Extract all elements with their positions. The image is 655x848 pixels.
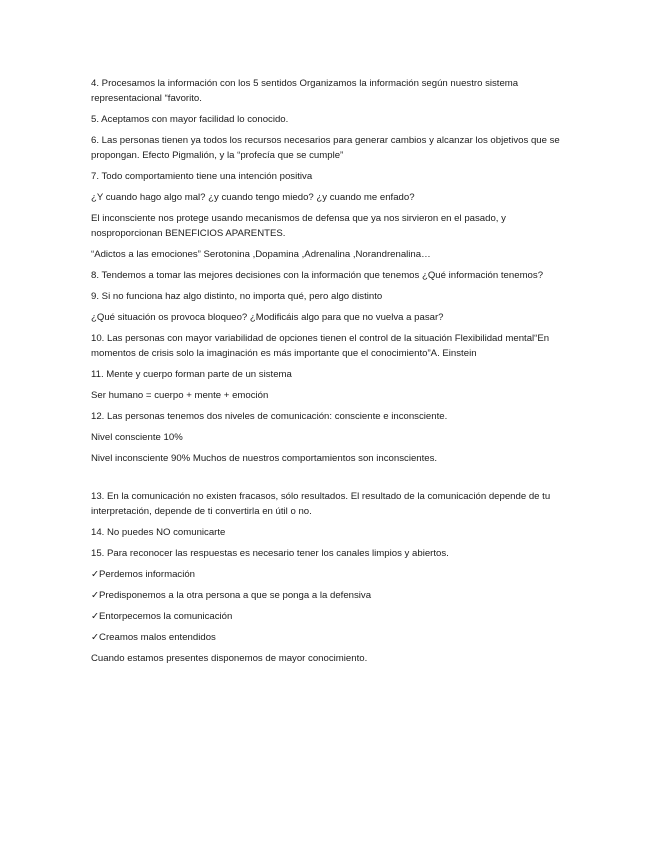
checklist-item: ✓Creamos malos entendidos — [91, 632, 216, 643]
paragraph-principle-9: 9. Si no funciona haz algo distinto, no importa qué, pero algo distinto — [91, 291, 383, 302]
paragraph-principle-13: 13. En la comunicación no existen fracasos, sólo resultados. El resultado de la comunicación depende de tu interpretación, depende de ti convertirla en útil o no. — [91, 491, 551, 517]
paragraph-inconsciente: El inconsciente nos protege usando mecanismos de defensa que ya nos sirvieron en el pasado, y nosproporcionan BENEFICIOS APARENTES. — [91, 213, 506, 239]
checklist-item: ✓Entorpecemos la comunicación — [91, 611, 233, 622]
paragraph-nivel-inconsciente: Nivel inconsciente 90% Muchos de nuestros comportamientos son inconscientes. — [91, 453, 438, 464]
paragraph-principle-5: 5. Aceptamos con mayor facilidad lo conocido. — [91, 114, 289, 125]
paragraph-bloqueo: ¿Qué situación os provoca bloqueo? ¿Modificáis algo para que no vuelva a pasar? — [91, 312, 444, 323]
paragraph-ser-humano: Ser humano = cuerpo + mente + emoción — [91, 390, 269, 401]
paragraph-principle-10: 10. Las personas con mayor variabilidad de opciones tienen el control de la situación Flexibilidad mental“En momentos de crisis solo la imaginación es más importante que el conocimiento”A. Einstein — [91, 333, 550, 359]
paragraph-principle-11: 11. Mente y cuerpo forman parte de un sistema — [91, 369, 292, 380]
paragraph-principle-7: 7. Todo comportamiento tiene una intención positiva — [91, 171, 313, 182]
paragraph-principle-6: 6. Las personas tienen ya todos los recursos necesarios para generar cambios y alcanzar los objetivos que se propongan. Efecto Pigmalión, y la “profecía que se cumple” — [91, 135, 560, 161]
paragraph-principle-12: 12. Las personas tenemos dos niveles de comunicación: consciente e inconsciente. — [91, 411, 448, 422]
paragraph-principle-8: 8. Tendemos a tomar las mejores decisiones con la información que tenemos ¿Qué información tenemos? — [91, 270, 544, 281]
paragraph-adictos: “Adictos a las emociones” Serotonina ,Dopamina ,Adrenalina ,Norandrenalina… — [91, 249, 431, 260]
paragraph-principle-14: 14. No puedes NO comunicarte — [91, 527, 226, 538]
paragraph-principle-4: 4. Procesamos la información con los 5 sentidos Organizamos la información según nuestro sistema representacional “favorito. — [91, 78, 519, 104]
paragraph-principle-15: 15. Para reconocer las respuestas es necesario tener los canales limpios y abiertos. — [91, 548, 449, 559]
paragraph-questions: ¿Y cuando hago algo mal? ¿y cuando tengo miedo? ¿y cuando me enfado? — [91, 192, 415, 203]
paragraph-nivel-consciente: Nivel consciente 10% — [91, 432, 183, 443]
paragraph-presentes: Cuando estamos presentes disponemos de mayor conocimiento. — [91, 653, 368, 664]
checklist-item: ✓Perdemos información — [91, 569, 196, 580]
checklist-item: ✓Predisponemos a la otra persona a que se ponga a la defensiva — [91, 590, 372, 601]
